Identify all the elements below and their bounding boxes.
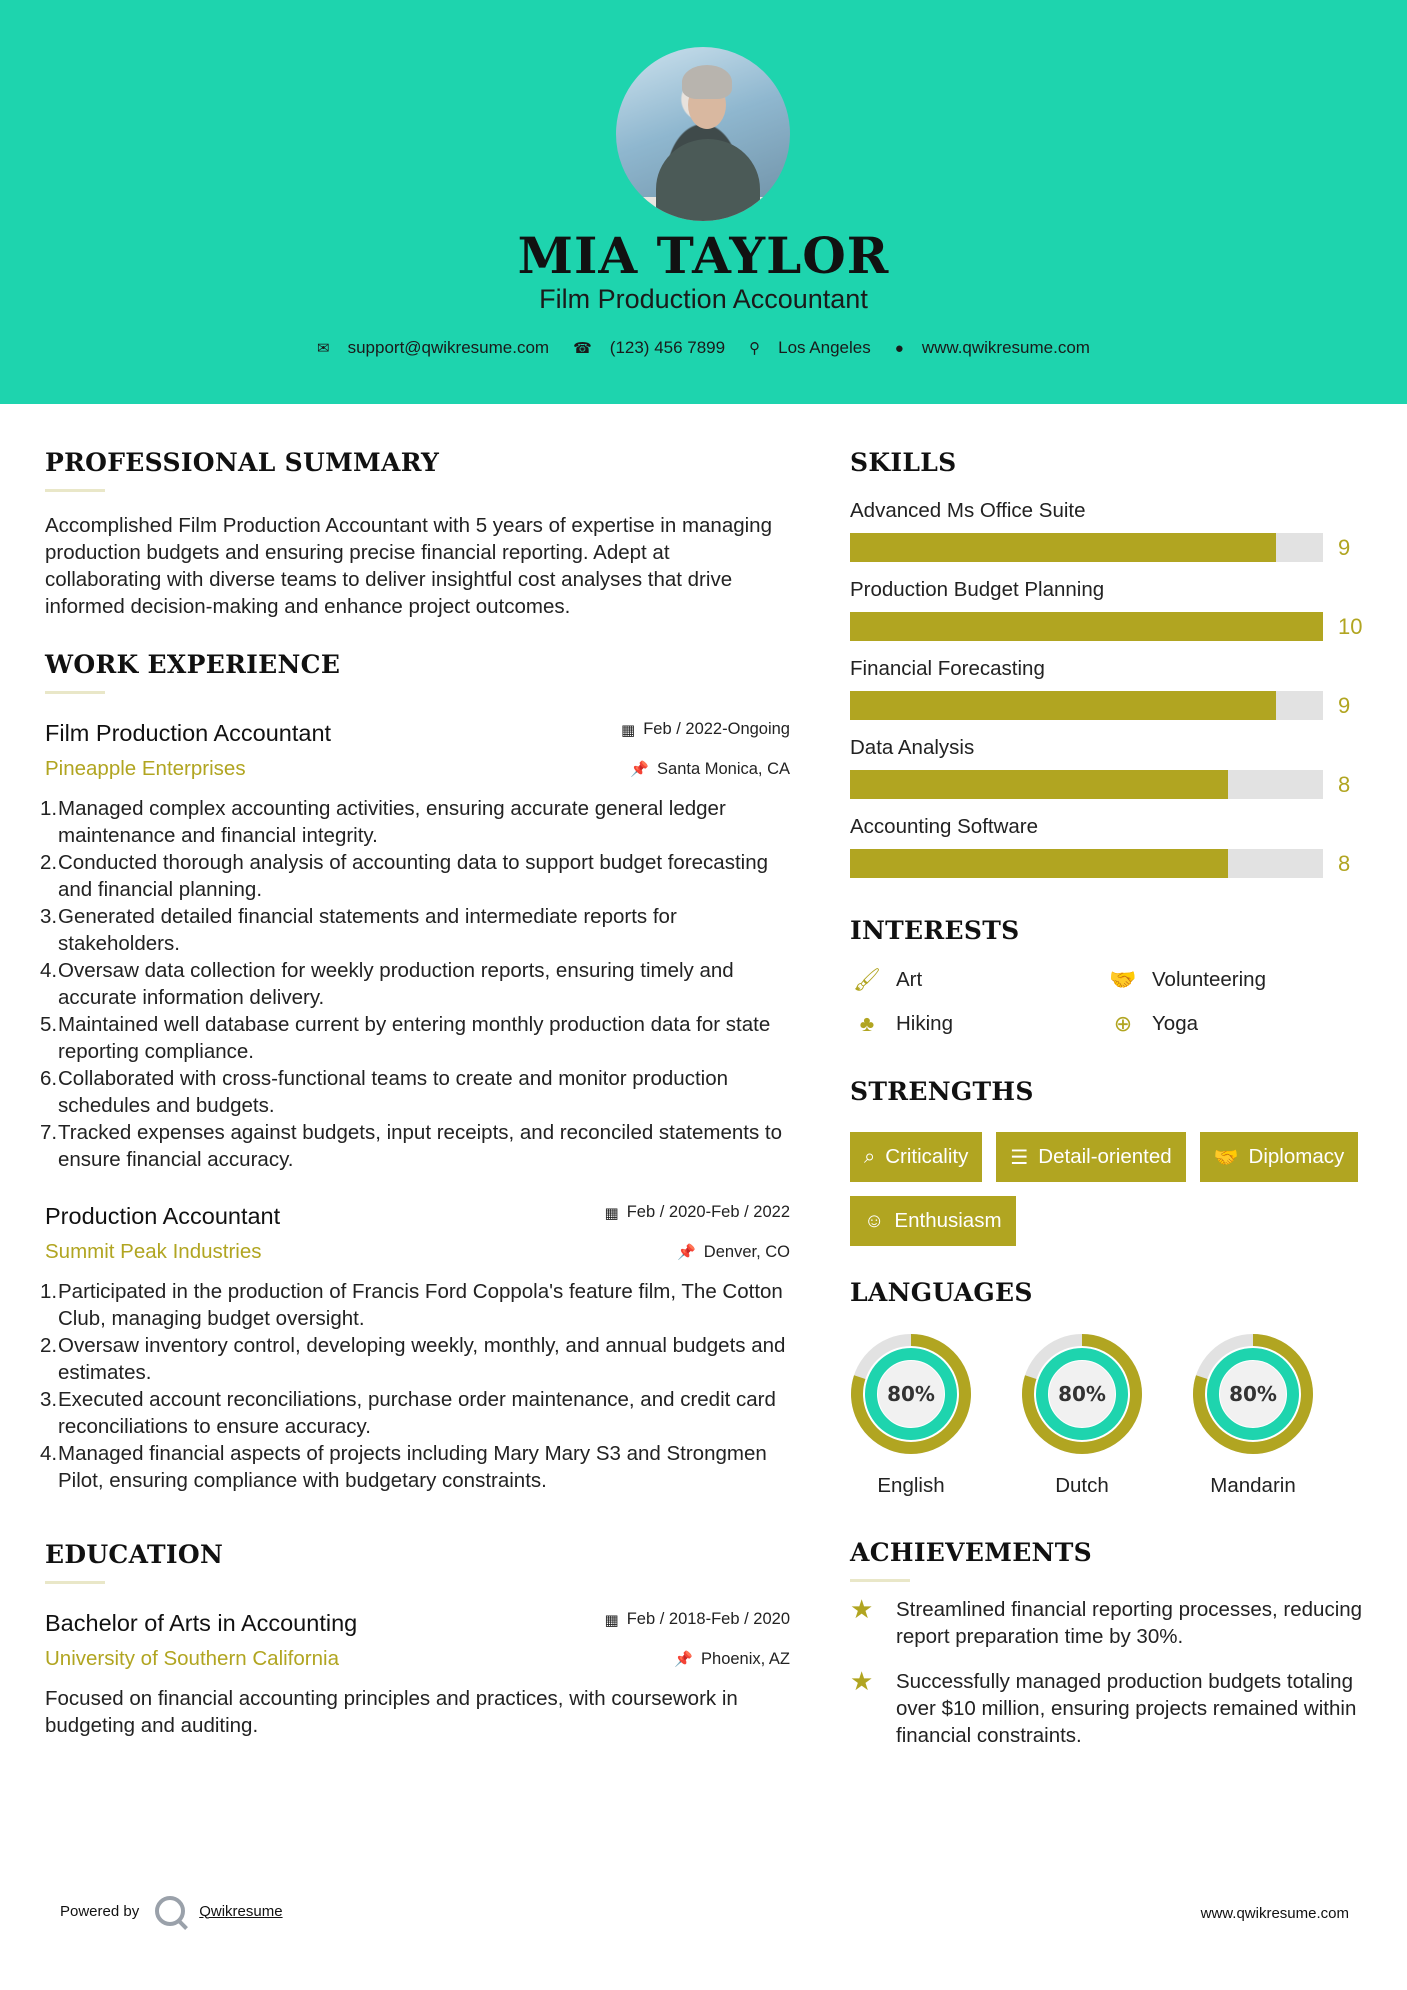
- left-column: [40, 404, 790, 1739]
- job-date-text: Feb / 2020-Feb / 2022: [626, 1203, 790, 1221]
- pin-icon: 📌: [674, 1651, 694, 1668]
- strength-label: Criticality: [885, 1145, 969, 1168]
- language-ring: [850, 1333, 972, 1455]
- strength-tag: [996, 1132, 1185, 1182]
- strength-tag: [850, 1196, 1016, 1246]
- achievement-item: [850, 1668, 1370, 1749]
- list-item: 7. Tracked expenses against budgets, input receipts, and reconciled statements to ensure financial accuracy.: [40, 1121, 782, 1171]
- job-date: [605, 1203, 790, 1222]
- skill-bar-track: [850, 612, 1323, 641]
- skill-name: Advanced Ms Office Suite: [850, 499, 1086, 522]
- contact-website[interactable]: [895, 338, 1090, 358]
- footer-branding: [60, 1896, 283, 1926]
- resume-header: [0, 0, 1407, 404]
- strengths-section: [850, 1077, 1370, 1246]
- languages-list: [850, 1333, 1370, 1498]
- contact-phone[interactable]: [573, 338, 725, 358]
- interest-label: Hiking: [896, 1012, 953, 1035]
- powered-by-label: Powered by: [60, 1902, 140, 1920]
- skill-bar-track: [850, 533, 1323, 562]
- strengths-heading: STRENGTHS: [850, 1077, 1034, 1106]
- education-location: [674, 1650, 790, 1669]
- experience-section: [40, 650, 790, 1494]
- language-percent: 80%: [887, 1382, 935, 1406]
- phone-icon: ☎: [573, 340, 592, 357]
- languages-heading: LANGUAGES: [850, 1278, 1033, 1307]
- language-name: Mandarin: [1210, 1474, 1296, 1497]
- education-entry: [45, 1610, 790, 1739]
- languages-section: [850, 1278, 1370, 1498]
- interests-list: [850, 967, 1370, 1037]
- contact-email[interactable]: [317, 338, 549, 358]
- achievement-text: Successfully managed production budgets totaling over $10 million, ensuring projects remained within financial constraints.: [896, 1670, 1357, 1747]
- star-icon: ★: [850, 1594, 874, 1624]
- skill-value: 8: [1338, 850, 1351, 876]
- list-item: 3. Executed account reconciliations, purchase order maintenance, and credit card reconciliations to ensure accuracy.: [40, 1388, 776, 1438]
- interest-item: [1106, 967, 1362, 993]
- right-column: [850, 404, 1370, 1749]
- list-icon: ☰: [1010, 1146, 1029, 1169]
- qwikresume-link[interactable]: Qwikresume: [199, 1902, 283, 1920]
- job-location-text: Denver, CO: [703, 1242, 790, 1261]
- skill-item: [850, 578, 1370, 641]
- list-item: 5. Maintained well database current by entering monthly production data for state reporting compliance.: [40, 1013, 771, 1063]
- skill-name: Accounting Software: [850, 815, 1039, 838]
- skills-heading: SKILLS: [850, 448, 957, 477]
- paintbrush-icon: 🖌: [853, 967, 881, 992]
- interest-label: Volunteering: [1152, 968, 1266, 991]
- job-company: Summit Peak Industries: [45, 1240, 262, 1263]
- skill-item: [850, 499, 1370, 562]
- degree-name: Bachelor of Arts in Accounting: [45, 1610, 358, 1636]
- profile-photo: [613, 44, 793, 224]
- handshake-icon: 🤝: [1109, 967, 1137, 992]
- education-heading: EDUCATION: [45, 1540, 224, 1569]
- experience-heading: WORK EXPERIENCE: [45, 650, 341, 679]
- list-item: 6. Collaborated with cross-functional teams to create and monitor production schedules and budgets.: [40, 1067, 729, 1117]
- skill-bar-track: [850, 770, 1323, 799]
- skill-value: 8: [1338, 771, 1351, 797]
- achievement-text: Streamlined financial reporting processes, reducing report preparation time by 30%.: [896, 1598, 1363, 1648]
- envelope-icon: ✉: [317, 340, 330, 357]
- skill-value: 10: [1338, 613, 1363, 639]
- list-item: 1. Participated in the production of Francis Ford Coppola's feature film, The Cotton Club, managing budget oversight.: [40, 1280, 783, 1330]
- job-company: Pineapple Enterprises: [45, 757, 246, 780]
- skill-name: Data Analysis: [850, 736, 975, 759]
- education-section: [45, 1540, 790, 1739]
- job-duties: [40, 795, 790, 1173]
- language-name: English: [877, 1474, 945, 1497]
- language-item: [850, 1333, 972, 1498]
- list-item: 4. Oversaw data collection for weekly production reports, ensuring timely and accurate information delivery.: [40, 959, 734, 1009]
- language-percent: 80%: [1229, 1382, 1277, 1406]
- strengths-list: [850, 1132, 1370, 1246]
- contact-location: [749, 338, 871, 358]
- education-date: [605, 1610, 790, 1629]
- achievements-section: [850, 1538, 1370, 1749]
- interest-label: Yoga: [1152, 1012, 1198, 1035]
- qwikresume-logo-icon: [155, 1896, 185, 1926]
- section-divider: [45, 489, 105, 492]
- strength-tag: [850, 1132, 982, 1182]
- section-divider: [45, 691, 105, 694]
- skill-bar-fill: [850, 612, 1323, 641]
- candidate-title: Film Production Accountant: [539, 284, 868, 314]
- job-entry: [40, 1203, 790, 1494]
- handshake-icon: 🤝: [1213, 1146, 1239, 1169]
- contact-website-text: www.qwikresume.com: [921, 338, 1090, 357]
- candidate-name: MIA TAYLOR: [517, 226, 890, 285]
- strength-tag: [1200, 1132, 1359, 1182]
- interest-label: Art: [896, 968, 923, 991]
- contact-location-text: Los Angeles: [778, 338, 871, 357]
- pin-icon: 📌: [677, 1244, 696, 1261]
- skill-name: Production Budget Planning: [850, 578, 1105, 601]
- school-name: University of Southern California: [45, 1647, 339, 1670]
- skill-item: [850, 657, 1370, 720]
- strength-label: Diplomacy: [1248, 1145, 1345, 1168]
- interests-section: [850, 916, 1370, 1037]
- calendar-icon: ▦: [604, 1611, 619, 1629]
- list-item: 1. Managed complex accounting activities, ensuring accurate general ledger maintenance and financial integrity.: [40, 797, 726, 847]
- lifebuoy-icon: ⊕: [1113, 1011, 1133, 1036]
- skills-list: [850, 499, 1370, 878]
- skill-item: [850, 736, 1370, 799]
- language-item: [1192, 1333, 1314, 1498]
- achievements-heading: ACHIEVEMENTS: [850, 1538, 1092, 1567]
- search-icon: ⌕: [864, 1145, 876, 1168]
- pin-icon: 📌: [630, 761, 650, 778]
- skills-section: [850, 448, 1370, 878]
- interest-item: [850, 1011, 1106, 1037]
- calendar-icon: ▦: [604, 1204, 619, 1222]
- list-item: 2. Oversaw inventory control, developing weekly, monthly, and annual budgets and estimates.: [40, 1334, 786, 1384]
- strength-label: Enthusiasm: [894, 1209, 1002, 1232]
- job-location: [677, 1243, 790, 1262]
- skill-value: 9: [1338, 692, 1351, 718]
- footer-site[interactable]: www.qwikresume.com: [1200, 1905, 1349, 1922]
- skill-bar-fill: [850, 849, 1228, 878]
- language-item: [1021, 1333, 1143, 1498]
- section-divider: [850, 1579, 910, 1582]
- list-item: 4. Managed financial aspects of projects including Mary Mary S3 and Strongmen Pilot, ensuring compliance with budgetary constraints.: [40, 1442, 767, 1492]
- language-name: Dutch: [1055, 1474, 1109, 1497]
- skill-name: Financial Forecasting: [850, 657, 1045, 680]
- job-location: [630, 760, 790, 779]
- achievement-item: [850, 1596, 1370, 1650]
- contact-bar: [0, 338, 1407, 358]
- language-percent: 80%: [1058, 1382, 1106, 1406]
- interest-item: [850, 967, 1106, 993]
- job-date: [621, 720, 790, 739]
- job-role: Film Production Accountant: [45, 720, 332, 746]
- list-item: 3. Generated detailed financial statements and intermediate reports for stakeholders.: [40, 905, 677, 955]
- job-entry: [40, 720, 790, 1173]
- contact-email-text: support@qwikresume.com: [347, 338, 550, 357]
- smile-icon: ☺: [864, 1209, 885, 1232]
- skill-bar-track: [850, 691, 1323, 720]
- education-description: Focused on financial accounting principles and practices, with coursework in budgeting and auditing.: [45, 1687, 738, 1737]
- globe-icon: ●: [894, 339, 904, 357]
- job-duties: [40, 1278, 790, 1494]
- interest-item: [1106, 1011, 1362, 1037]
- star-icon: ★: [850, 1666, 874, 1696]
- language-ring: [1021, 1333, 1143, 1455]
- summary-text: Accomplished Film Production Accountant with 5 years of expertise in managing production budgets and ensuring precise financial reporting. Adept at collaborating with diverse teams to deliver insightful cost analyses that drive informed decision-making and enhance project outcomes.: [45, 514, 772, 618]
- skill-bar-fill: [850, 533, 1276, 562]
- calendar-icon: ▦: [621, 721, 636, 739]
- skill-value: 9: [1338, 534, 1351, 560]
- education-date-text: Feb / 2018-Feb / 2020: [626, 1610, 790, 1628]
- summary-heading: PROFESSIONAL SUMMARY: [45, 448, 440, 477]
- contact-phone-text: (123) 456 7899: [609, 338, 726, 357]
- interests-heading: INTERESTS: [850, 916, 1020, 945]
- skill-bar-fill: [850, 691, 1276, 720]
- job-role: Production Accountant: [45, 1203, 281, 1229]
- skill-item: [850, 815, 1370, 878]
- list-item: 2. Conducted thorough analysis of accounting data to support budget forecasting and financial planning.: [40, 851, 769, 901]
- job-location-text: Santa Monica, CA: [657, 759, 790, 778]
- summary-section: [45, 448, 790, 620]
- strength-label: Detail-oriented: [1038, 1145, 1172, 1168]
- section-divider: [45, 1581, 105, 1584]
- skill-bar-track: [850, 849, 1323, 878]
- job-date-text: Feb / 2022-Ongoing: [643, 720, 790, 738]
- map-marker-icon: ⚲: [749, 340, 761, 357]
- language-ring: [1192, 1333, 1314, 1455]
- education-location-text: Phoenix, AZ: [701, 1649, 790, 1668]
- tree-icon: ♣: [859, 1011, 875, 1036]
- skill-bar-fill: [850, 770, 1228, 799]
